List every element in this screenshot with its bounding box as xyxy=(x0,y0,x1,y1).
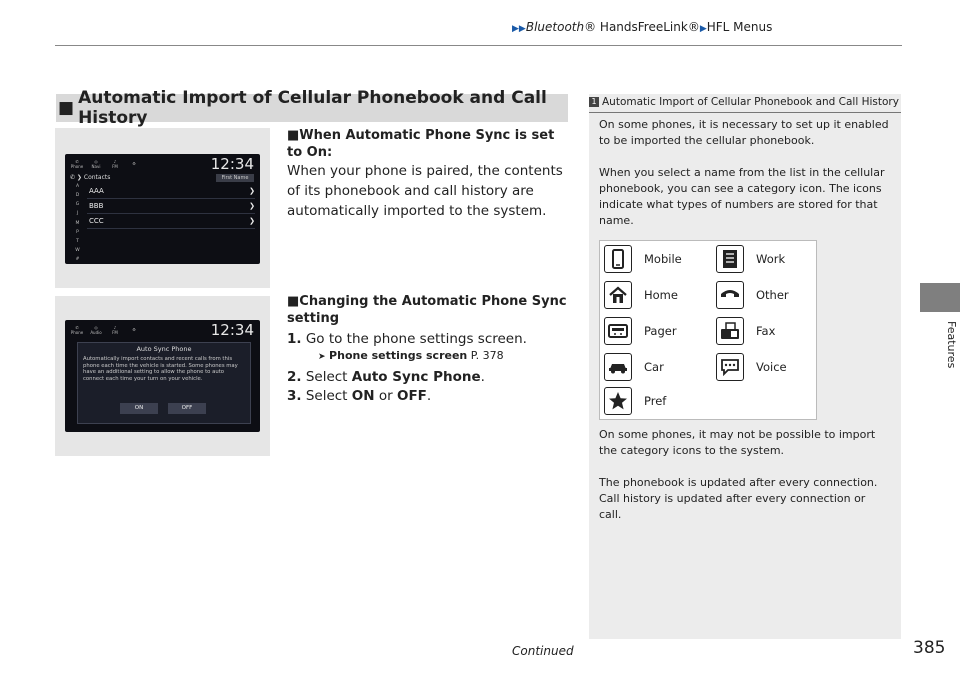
on-button: ON xyxy=(120,403,158,414)
contact-row: BBB ❯ xyxy=(87,199,255,214)
breadcrumb-menus: HFL Menus xyxy=(706,20,773,34)
note-paragraph: The phonebook is updated after every connection. Call history is updated after every connection or call. xyxy=(599,476,878,521)
note-paragraph: On some phones, it is necessary to set up it enabled to be imported the cellular phonebook. xyxy=(599,118,889,147)
fm-icon: ♪ FM xyxy=(112,158,118,169)
subheading-on: ■When Automatic Phone Sync is set to On: xyxy=(287,128,555,160)
breadcrumb-arrow-icon: ▶▶ xyxy=(512,24,526,34)
auto-sync-dialog xyxy=(77,342,251,424)
screen-top-bar xyxy=(65,320,260,339)
home-icon xyxy=(604,281,632,309)
star-icon xyxy=(604,387,632,415)
contact-row: CCC ❯ xyxy=(87,214,255,229)
category-pref: Pref xyxy=(604,387,666,415)
contacts-screen xyxy=(65,154,260,264)
note-number-icon: 1 xyxy=(589,97,599,107)
dialog-title: Auto Sync Phone xyxy=(136,345,192,353)
fax-icon xyxy=(716,317,744,345)
category-icon-table xyxy=(599,240,817,420)
step-2: 2. Select Auto Sync Phone. xyxy=(287,369,485,385)
running-header xyxy=(512,20,772,34)
phone-icon: ✆ Phone xyxy=(70,158,84,169)
category-work: Work xyxy=(716,245,785,273)
contacts-title: ✆ ❯ Contacts xyxy=(70,174,111,181)
step-1: 1. Go to the phone settings screen. xyxy=(287,331,527,347)
settings-icon: ⚙ xyxy=(132,161,136,166)
breadcrumb-hfl: ® HandsFreeLink® xyxy=(584,20,700,34)
category-fax: Fax xyxy=(716,317,775,345)
note-panel xyxy=(589,94,901,639)
header-rule xyxy=(55,45,902,46)
section-marker: ■ xyxy=(58,98,75,118)
audio-icon: ◎ Audio xyxy=(90,324,102,335)
clock: 12:34 xyxy=(210,321,254,339)
auto-sync-screen xyxy=(65,320,260,432)
note-paragraph: On some phones, it may not be possible to import the category icons to the system. xyxy=(599,428,876,457)
section-heading xyxy=(56,88,568,128)
phone-icon: ✆ Phone xyxy=(70,324,84,335)
first-name-button: First Name xyxy=(216,174,254,182)
chapter-tab xyxy=(920,283,960,312)
dialog-text: Automatically import contacts and recent calls from this phone each time the vehicle is started. Some phones may have an additional setting to allow the phone to auto connect each time your turn on your vehicle. xyxy=(83,356,238,382)
continued-label: Continued xyxy=(512,644,574,658)
off-button: OFF xyxy=(168,403,206,414)
category-home: Home xyxy=(604,281,678,309)
work-icon xyxy=(716,245,744,273)
section-title: Automatic Import of Cellular Phonebook and Call History xyxy=(78,88,547,128)
clock: 12:34 xyxy=(210,155,254,173)
category-pager: Pager xyxy=(604,317,677,345)
category-mobile: Mobile xyxy=(604,245,682,273)
settings-icon: ⚙ xyxy=(132,327,136,332)
other-phone-icon xyxy=(716,281,744,309)
auto-sync-screenshot-frame xyxy=(55,296,270,456)
page-number: 385 xyxy=(913,638,946,658)
note-title: 1 Automatic Import of Cellular Phonebook and Call History xyxy=(589,96,899,108)
cross-reference: ➤ Phone settings screen P. 378 xyxy=(318,349,504,362)
car-icon xyxy=(604,353,632,381)
breadcrumb-bluetooth: Bluetooth xyxy=(525,20,585,34)
mobile-icon xyxy=(604,245,632,273)
index-bar: A D G J M P T W # xyxy=(75,184,80,262)
xref-arrow-icon: ➤ xyxy=(318,352,326,362)
screen-top-bar xyxy=(65,154,260,173)
contacts-screenshot-frame xyxy=(55,128,270,288)
chapter-label: Features xyxy=(945,321,958,369)
category-voice: Voice xyxy=(716,353,787,381)
fm-icon: ♪ FM xyxy=(112,324,118,335)
contact-row: AAA ❯ xyxy=(87,184,255,199)
category-car: Car xyxy=(604,353,664,381)
paragraph-on: When your phone is paired, the contents of its phonebook and call history are automatically imported to the system. xyxy=(287,163,563,219)
note-paragraph: When you select a name from the list in the cellular phonebook, you can see a category icon. The icons indicate what types of numbers are stored for that name. xyxy=(599,166,885,227)
breadcrumb-arrow-icon: ▶ xyxy=(699,24,707,34)
category-other: Other xyxy=(716,281,789,309)
voice-icon xyxy=(716,353,744,381)
step-3: 3. Select ON or OFF. xyxy=(287,388,432,404)
subheading-changing: ■Changing the Automatic Phone Sync setting xyxy=(287,294,567,326)
note-rule xyxy=(589,112,901,113)
navi-icon: ◎ Navi xyxy=(91,158,101,169)
pager-icon xyxy=(604,317,632,345)
